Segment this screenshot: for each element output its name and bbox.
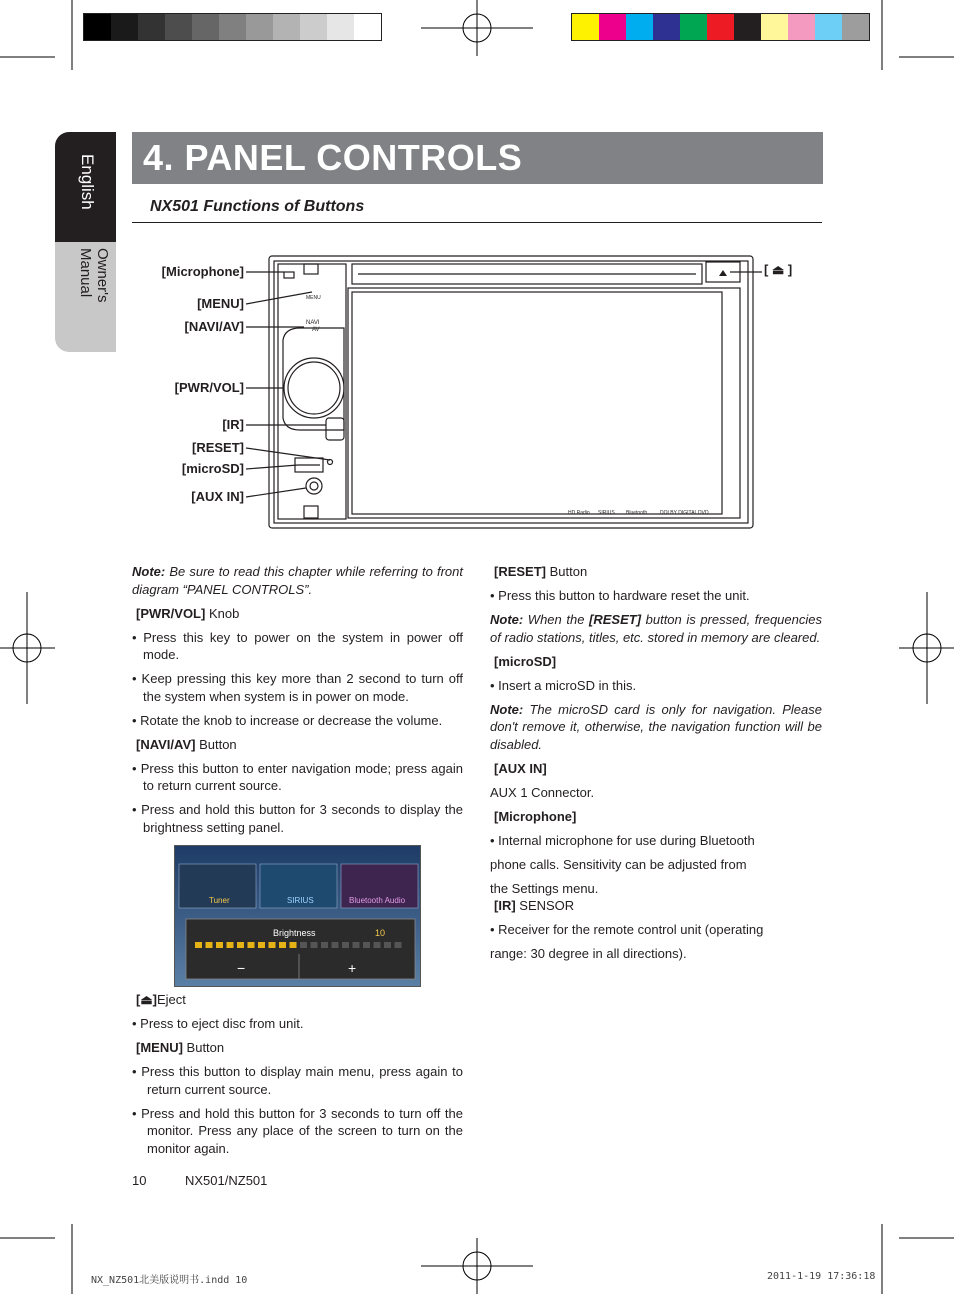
label-navi-av: [NAVI/AV] — [184, 319, 244, 334]
microphone-line-2: phone calls. Sensitivity can be adjusted from — [490, 856, 747, 872]
print-slug-right: 2011-1-19 17:36:18 — [767, 1271, 876, 1282]
microsd-heading: [microSD] — [494, 653, 557, 669]
brightness-segment — [374, 942, 381, 948]
ir-line-1: • Receiver for the remote control unit (operating — [490, 922, 764, 937]
label-aux-in: [AUX IN] — [191, 489, 244, 504]
page-number: 10 — [132, 1173, 147, 1188]
pwr-vol-heading: [PWR/VOL] Knob — [136, 605, 240, 621]
navi-av-heading: [NAVI/AV] Button — [136, 736, 237, 752]
reset-heading: [RESET] Button — [494, 564, 588, 579]
footer-model: NX501/NZ501 — [185, 1173, 268, 1188]
pwr-bullet-2: • Keep pressing this key more than 2 second to turn off the system when system is in power on mode. — [132, 671, 463, 704]
aux-text: AUX 1 Connector. — [490, 784, 595, 800]
pwr-bullet-3: • Rotate the knob to increase or decrease the volume. — [132, 712, 443, 728]
page-title: 4. PANEL CONTROLS — [143, 137, 523, 178]
eject-bullet-1: • Press to eject disc from unit. — [132, 1016, 304, 1031]
reset-note: Note: When the [RESET] button is pressed, frequencies of radio stations, titles, etc. stored in memory are cleared. — [490, 612, 822, 645]
label-ir: [IR] — [222, 417, 244, 432]
menu-heading: [MENU] Button — [136, 1040, 225, 1055]
label-eject: [ ⏏ ] — [764, 262, 793, 277]
brightness-segment — [216, 942, 223, 948]
note-front-diagram: Note: Be sure to read this chapter while referring to front diagram “PANEL CONTROLS”. — [132, 564, 463, 597]
brightness-segment — [395, 942, 402, 948]
menu-bullet-1: • Press this button to display main menu, press again to return current source. — [132, 1064, 463, 1097]
microsd-bullet-1: • Insert a microSD in this. — [490, 677, 637, 693]
subtitle-rule — [132, 222, 822, 223]
eject-heading: [⏏]Eject — [136, 992, 186, 1007]
brightness-segment — [269, 942, 276, 948]
english-tab: English — [55, 132, 116, 242]
left-column-lower — [132, 991, 463, 1164]
tile-bluetooth-audio: Bluetooth Audio — [349, 896, 406, 905]
menu-bullet-2: • Press and hold this button for 3 seconds to turn off the monitor. Press any place of the screen to turn on the monitor again. — [132, 1105, 463, 1156]
logo-hd-radio: HD Radio — [568, 510, 590, 516]
reset-bullet-1: • Press this button to hardware reset the unit. — [490, 588, 750, 603]
brightness-segment — [206, 942, 213, 948]
pwr-bullet-1: • Press this key to power on the system in power off mode. — [132, 629, 463, 662]
brightness-segment — [195, 942, 202, 948]
brightness-label: Brightness — [273, 928, 316, 938]
brightness-segment — [248, 942, 255, 948]
title-band — [132, 132, 823, 184]
microphone-line-3: the Settings menu. — [490, 880, 599, 896]
panel-menu-text: MENU — [306, 295, 321, 301]
brightness-segment — [384, 942, 391, 948]
tile-tuner: Tuner — [209, 896, 230, 905]
logo-dolby: DOLBY DIGITAL — [660, 510, 698, 516]
microphone-heading: [Microphone] — [494, 808, 577, 824]
navi-bullet-1: • Press this button to enter navigation mode; press again to return current source. — [132, 760, 463, 793]
brightness-segment — [332, 942, 339, 948]
microsd-note: Note: The microSD card is only for navigation. Please don't remove it, otherwise, the navigation function will be disabled. — [490, 701, 822, 752]
label-reset: [RESET] — [192, 440, 244, 455]
section-subtitle: NX501 Functions of Buttons — [150, 198, 365, 215]
brightness-segment — [237, 942, 244, 948]
panel-diagram — [240, 250, 770, 535]
ir-line-2: range: 30 degree in all directions). — [490, 946, 687, 961]
label-menu: [MENU] — [197, 296, 244, 311]
label-microsd: [microSD] — [181, 461, 244, 476]
brightness-segment — [363, 942, 370, 948]
logo-dvd: DVD — [698, 510, 709, 516]
logo-bluetooth: Bluetooth — [626, 510, 648, 516]
brightness-segment — [353, 942, 360, 948]
right-column — [490, 563, 822, 969]
panel-navi-text: NAVI — [306, 320, 320, 326]
label-microphone: [Microphone] — [161, 264, 244, 279]
aux-heading: [AUX IN] — [494, 760, 547, 776]
ir-heading: [IR] SENSOR — [494, 898, 575, 913]
brightness-screenshot — [174, 845, 421, 987]
logo-sirius: SIRIUS — [598, 510, 615, 516]
label-pwr-vol: [PWR/VOL] — [174, 380, 244, 395]
navi-bullet-2: • Press and hold this button for 3 seconds to display the brightness setting panel. — [132, 802, 463, 835]
microphone-line-1: • Internal microphone for use during Bluetooth — [490, 832, 755, 848]
brightness-plus-button[interactable]: + — [348, 960, 357, 976]
tile-sirius: SIRIUS — [287, 896, 314, 905]
brightness-value: 10 — [375, 928, 386, 938]
brightness-segment — [300, 942, 307, 948]
print-slug-left: NX_NZ501北美版说明书.indd 10 — [91, 1275, 248, 1286]
left-column — [132, 563, 463, 843]
brightness-segment — [321, 942, 328, 948]
brightness-segment — [258, 942, 265, 948]
panel-av-text: AV — [312, 327, 320, 333]
brightness-segment — [227, 942, 234, 948]
brightness-segment — [311, 942, 318, 948]
brightness-minus-button[interactable]: − — [237, 960, 246, 976]
brightness-segment — [290, 942, 297, 948]
brightness-segment — [342, 942, 349, 948]
brightness-segment — [279, 942, 286, 948]
owners-manual-tab: Owner's Manual — [55, 242, 116, 352]
